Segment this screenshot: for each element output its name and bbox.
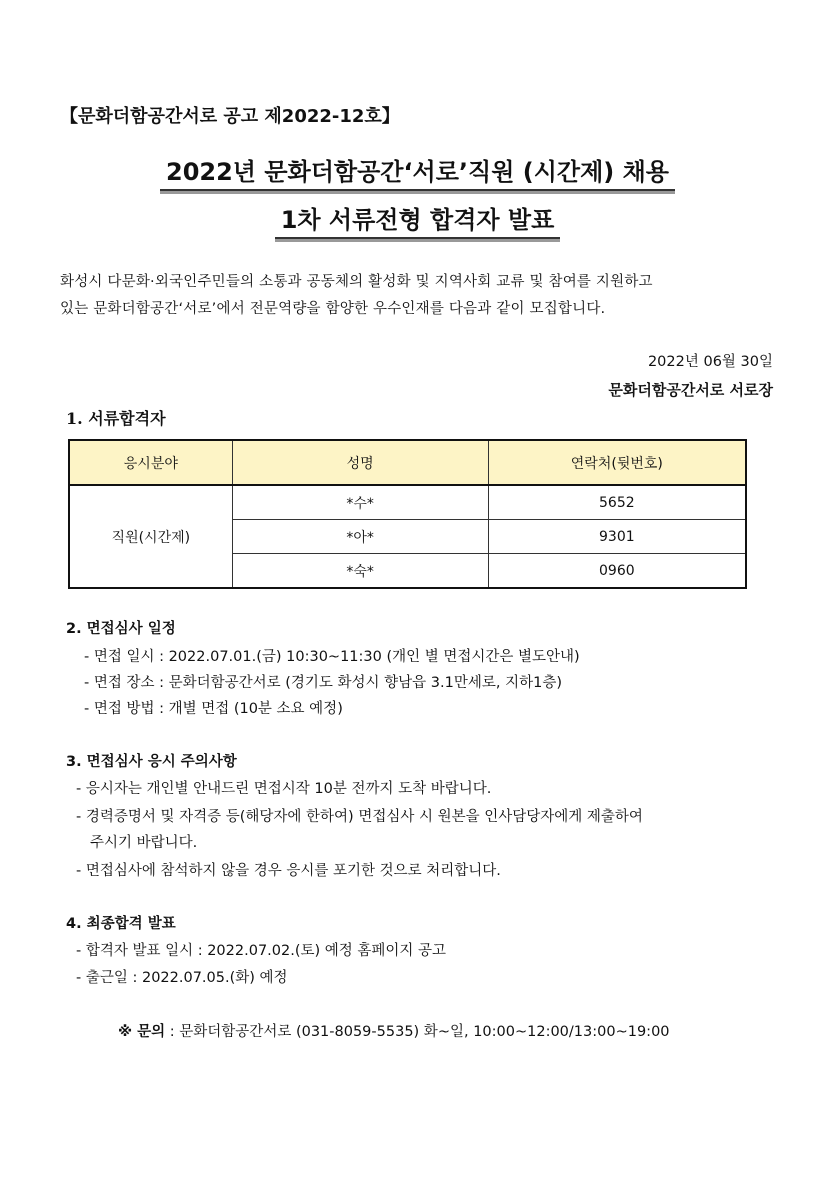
cell-field: 직원(시간제) (69, 485, 232, 588)
inquiry-line (118, 1020, 670, 1041)
caution-item: - 응시자는 개인별 안내드린 면접시작 10분 전까지 도착 바랍니다. (76, 781, 492, 797)
section-2-heading: 2. 면접심사 일정 (66, 621, 176, 637)
section-1-heading: 1. 서류합격자 (66, 409, 166, 428)
caution-item: - 면접심사에 참석하지 않을 경우 응시를 포기한 것으로 처리합니다. (76, 863, 501, 879)
interview-location: - 면접 장소 : 문화더함공간서로 (경기도 화성시 향남읍 3.1만세로, 지하1층) (84, 675, 562, 691)
inquiry-label: ※ 문의 (118, 1024, 166, 1040)
intro-line-1: 화성시 다문화·외국인주민들의 소통과 공동체의 활성화 및 지역사회 교류 및 참여를 지원하고 (60, 274, 653, 290)
section-3-heading: 3. 면접심사 응시 주의사항 (66, 754, 237, 770)
passers-table (68, 439, 747, 589)
cell-phone: 9301 (488, 520, 746, 554)
caution-item-continued: 주시기 바랍니다. (90, 835, 198, 851)
title-line-1: 2022년 문화더함공간‘서로’직원 (시간제) 채용 (0, 152, 835, 191)
final-announcement-date: - 합격자 발표 일시 : 2022.07.02.(토) 예정 홈페이지 공고 (76, 943, 447, 959)
announcement-date: 2022년 06월 30일 (647, 354, 773, 370)
inquiry-text: : 문화더함공간서로 (031-8059-5535) 화~일, 10:00~12:00/13:00~19:00 (165, 1024, 670, 1040)
signature: 문화더함공간서로 서로장 (608, 381, 773, 399)
cell-phone: 5652 (488, 485, 746, 520)
table-row (69, 485, 746, 520)
title-line-2: 1차 서류전형 합격자 발표 (0, 200, 835, 239)
cell-name: *숙* (232, 554, 488, 589)
caution-item: - 경력증명서 및 자격증 등(해당자에 한하여) 면접심사 시 원본을 인사담당자에게 제출하여 (76, 809, 643, 825)
cell-name: *아* (232, 520, 488, 554)
cell-name: *수* (232, 485, 488, 520)
table-header-row (69, 440, 746, 485)
intro-line-2: 있는 문화더함공간‘서로’에서 전문역량을 함양한 우수인재를 다음과 같이 모집합니다. (60, 301, 606, 317)
start-date: - 출근일 : 2022.07.05.(화) 예정 (76, 970, 288, 986)
notice-number: 【문화더함공간서로 공고 제2022-12호】 (60, 106, 400, 127)
header-phone: 연락처(뒷번호) (488, 440, 746, 485)
interview-method: - 면접 방법 : 개별 면접 (10분 소요 예정) (84, 701, 343, 717)
interview-datetime: - 면접 일시 : 2022.07.01.(금) 10:30~11:30 (개인 별 면접시간은 별도안내) (84, 649, 580, 665)
section-4-heading: 4. 최종합격 발표 (66, 916, 176, 932)
cell-phone: 0960 (488, 554, 746, 589)
header-name: 성명 (232, 440, 488, 485)
header-field: 응시분야 (69, 440, 232, 485)
